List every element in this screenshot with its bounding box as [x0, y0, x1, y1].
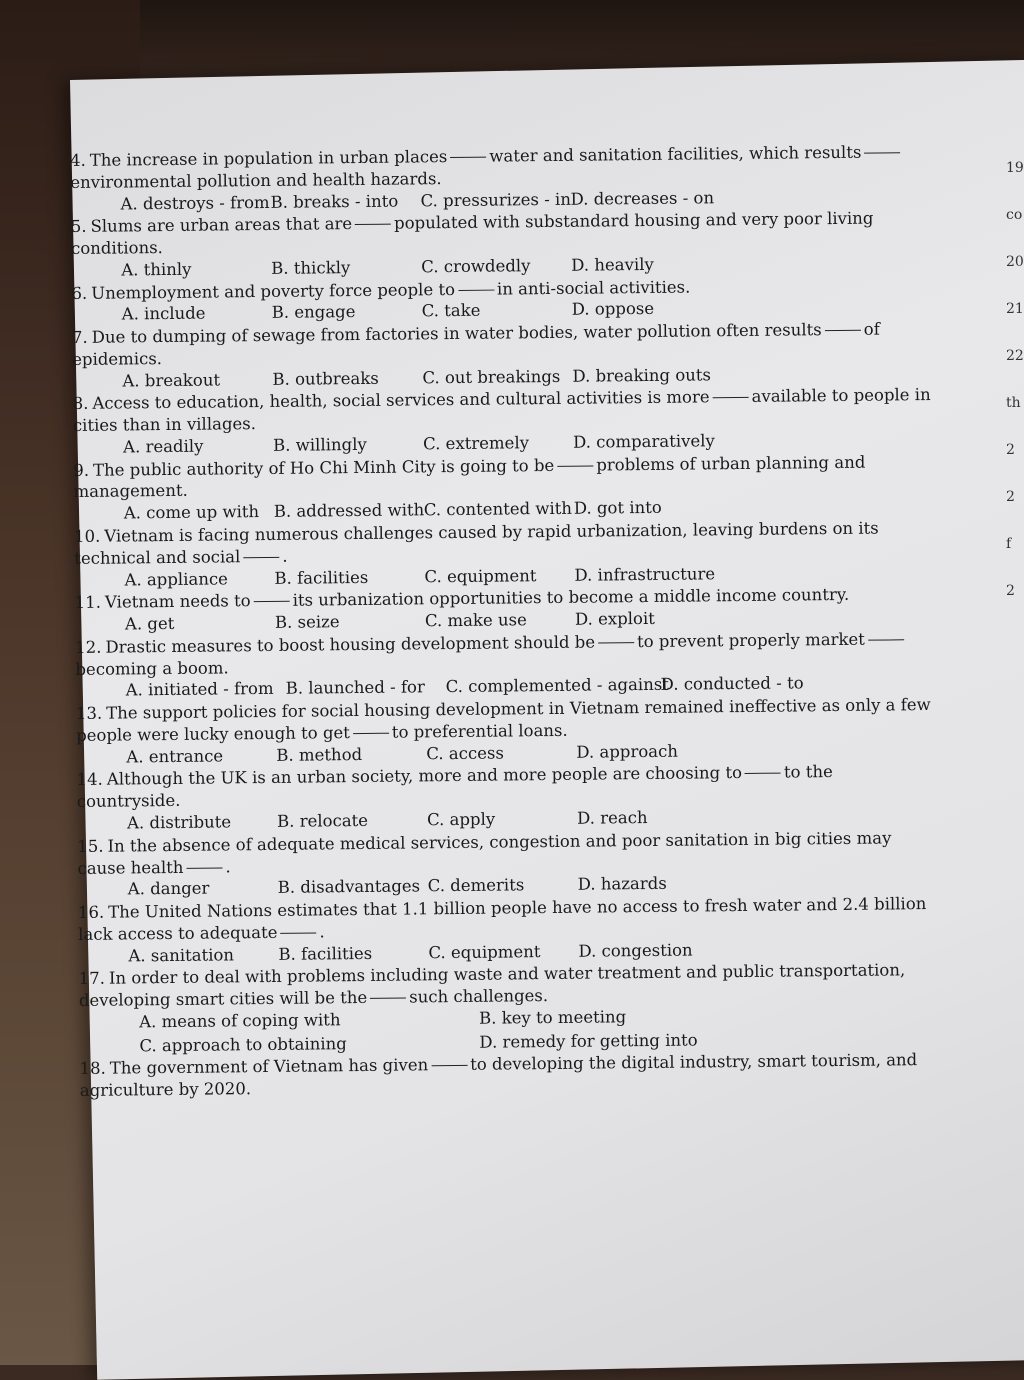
option-a: A. danger: [127, 878, 210, 899]
edge-text: th: [1006, 395, 1021, 411]
question-17: [79, 959, 940, 1057]
option-d: D. got into: [573, 498, 662, 518]
option-c: C. approach to obtaining: [139, 1033, 347, 1055]
adjacent-page-edge: [1006, 160, 1024, 630]
option-a: A. sanitation: [128, 944, 235, 965]
question-stem: 14. Although the UK is an urban society, more and more people are choosing to to the countryside.: [76, 762, 833, 812]
option-c: C. crowdedly: [421, 256, 531, 277]
question-8: [73, 384, 934, 458]
answer-blank: [713, 397, 749, 398]
answer-blank: [355, 224, 391, 225]
option-d: D. exploit: [574, 608, 655, 629]
question-7: [72, 318, 933, 392]
question-stem: 16. The United Nations estimates that 1.1 billion people have no access to fresh water and 2.4 billion lack access to adequate .: [77, 894, 927, 944]
option-b: B. facilities: [278, 943, 373, 964]
edge-text: co: [1006, 207, 1023, 223]
option-d: D. remedy for getting into: [479, 1030, 698, 1052]
option-a: A. thinly: [121, 259, 192, 280]
option-a: A. appliance: [124, 568, 229, 589]
question-9: [73, 451, 934, 525]
question-5: [71, 207, 932, 281]
option-b: B. breaks - into: [270, 191, 399, 212]
edge-text: 2: [1006, 489, 1015, 505]
option-c: C. apply: [426, 809, 496, 830]
question-stem: 5. Slums are urban areas that are populated with substandard housing and very poor living conditions.: [70, 208, 874, 259]
option-b: B. facilities: [274, 567, 369, 588]
option-b: B. addressed with: [273, 500, 425, 522]
question-18: [80, 1049, 940, 1102]
option-a: A. include: [121, 303, 206, 324]
answer-blank: [353, 733, 389, 734]
option-d: D. infrastructure: [574, 563, 716, 585]
answer-blank: [557, 465, 593, 466]
edge-text: 21: [1006, 301, 1024, 317]
option-c: C. contented with: [423, 499, 573, 520]
option-a: A. breakout: [122, 370, 221, 391]
question-stem: 13. The support policies for social housing development in Vietnam remained ineffective as only a few people were lucky enough to get to preferential loans.: [75, 695, 931, 745]
answer-blank: [598, 642, 634, 643]
option-b: B. method: [276, 744, 363, 765]
option-c: C. make use: [424, 610, 527, 631]
answer-blank: [825, 330, 861, 331]
question-stem: 12. Drastic measures to boost housing development should be to prevent properly market becoming a boom.: [75, 628, 935, 681]
option-a: A. initiated - from: [125, 679, 274, 700]
answer-blank: [370, 998, 406, 999]
answer-blank: [864, 152, 900, 153]
option-b: B. disadvantages: [277, 876, 421, 898]
option-d: D. breaking outs: [572, 364, 712, 386]
edge-text: f: [1006, 536, 1012, 552]
option-c: C. out breakings: [422, 366, 561, 387]
option-c: C. equipment: [428, 941, 541, 962]
edge-text: 2: [1006, 583, 1015, 599]
question-stem: 17. In order to deal with problems including waste and water treatment and public transportation, developing smart cities will be the such challenges.: [78, 960, 906, 1011]
option-d: D. decreases - on: [570, 187, 715, 209]
answer-blank: [254, 601, 290, 602]
question-stem: 11. Vietnam needs to its urbanization opportunities to become a middle income country.: [74, 585, 850, 613]
option-a: A. distribute: [126, 812, 232, 833]
question-10: [74, 517, 935, 591]
option-d: D. reach: [576, 807, 648, 828]
question-16: [78, 893, 939, 967]
option-d: D. comparatively: [572, 431, 715, 452]
edge-text: 19: [1006, 160, 1024, 176]
option-a: A. entrance: [126, 746, 224, 767]
answer-blank: [868, 639, 904, 640]
option-a: A. get: [124, 614, 175, 634]
question-stem: 18. The government of Vietnam has given to developing the digital industry, smart tourism, and agriculture by 2020.: [79, 1050, 918, 1101]
option-d: D. heavily: [571, 254, 654, 275]
answer-blank: [458, 289, 494, 290]
option-c: C. extremely: [422, 433, 530, 454]
question-stem: 6. Unemployment and poverty force people to in anti-social activities.: [71, 277, 691, 303]
question-14: [76, 760, 937, 834]
question-15: [77, 827, 938, 901]
option-b: B. engage: [271, 302, 356, 323]
edge-text: 2: [1006, 442, 1015, 458]
option-d: D. oppose: [571, 299, 655, 320]
option-a: A. destroys - from: [120, 192, 270, 214]
option-b: B. key to meeting: [479, 1007, 627, 1028]
question-13: [76, 694, 937, 768]
question-11: [75, 583, 935, 636]
edge-text: 20: [1006, 254, 1024, 270]
question-stem: 4. The increase in population in urban places water and sanitation facilities, which results environmental pollution and health hazards.: [70, 141, 930, 194]
option-d: D. conducted - to: [660, 673, 804, 695]
option-d: D. approach: [576, 741, 679, 762]
options: [79, 1003, 939, 1058]
answer-blank: [450, 157, 486, 158]
option-b: B. launched - for: [285, 677, 425, 699]
edge-text: 22: [1006, 348, 1024, 364]
answer-blank: [745, 773, 781, 774]
question-stem: 15. In the absence of adequate medical services, congestion and poor sanitation in big cities may cause health .: [77, 828, 892, 878]
answer-blank: [243, 557, 279, 558]
option-c: C. take: [421, 301, 481, 321]
answer-blank: [280, 932, 316, 933]
exercise-page: [70, 141, 940, 1103]
question-12: [75, 628, 936, 702]
option-b: B. seize: [274, 612, 340, 632]
option-a: A. means of coping with: [139, 1010, 341, 1032]
question-stem: 10. Vietnam is facing numerous challenges caused by rapid urbanization, leaving burdens on its technical and social .: [73, 518, 879, 568]
option-d: D. hazards: [577, 874, 667, 894]
option-c: C. demerits: [427, 875, 525, 896]
answer-blank: [186, 867, 222, 868]
option-c: C. equipment: [424, 565, 537, 586]
question-6: [71, 274, 931, 327]
option-b: B. outbreaks: [272, 368, 379, 389]
option-a: A. come up with: [123, 502, 260, 523]
question-stem: 7. Due to dumping of sewage from factories in water bodies, water pollution often results of epidemics.: [71, 319, 880, 369]
option-d: D. congestion: [578, 940, 693, 961]
question-stem: 8. Access to education, health, social services and cultural activities is more available to people in cities than in villages.: [72, 385, 931, 436]
question-stem: 9. The public authority of Ho Chi Minh City is going to be problems of urban planning and management.: [73, 452, 866, 502]
option-b: B. relocate: [276, 810, 369, 831]
question-4: [70, 141, 931, 215]
option-c: C. pressurizes - in: [420, 189, 572, 210]
option-c: C. complemented - against: [445, 675, 669, 697]
option-b: B. willingly: [273, 434, 367, 455]
option-a: A. readily: [123, 436, 204, 457]
option-b: B. thickly: [271, 257, 351, 278]
option-c: C. access: [426, 743, 504, 763]
answer-blank: [431, 1065, 467, 1066]
